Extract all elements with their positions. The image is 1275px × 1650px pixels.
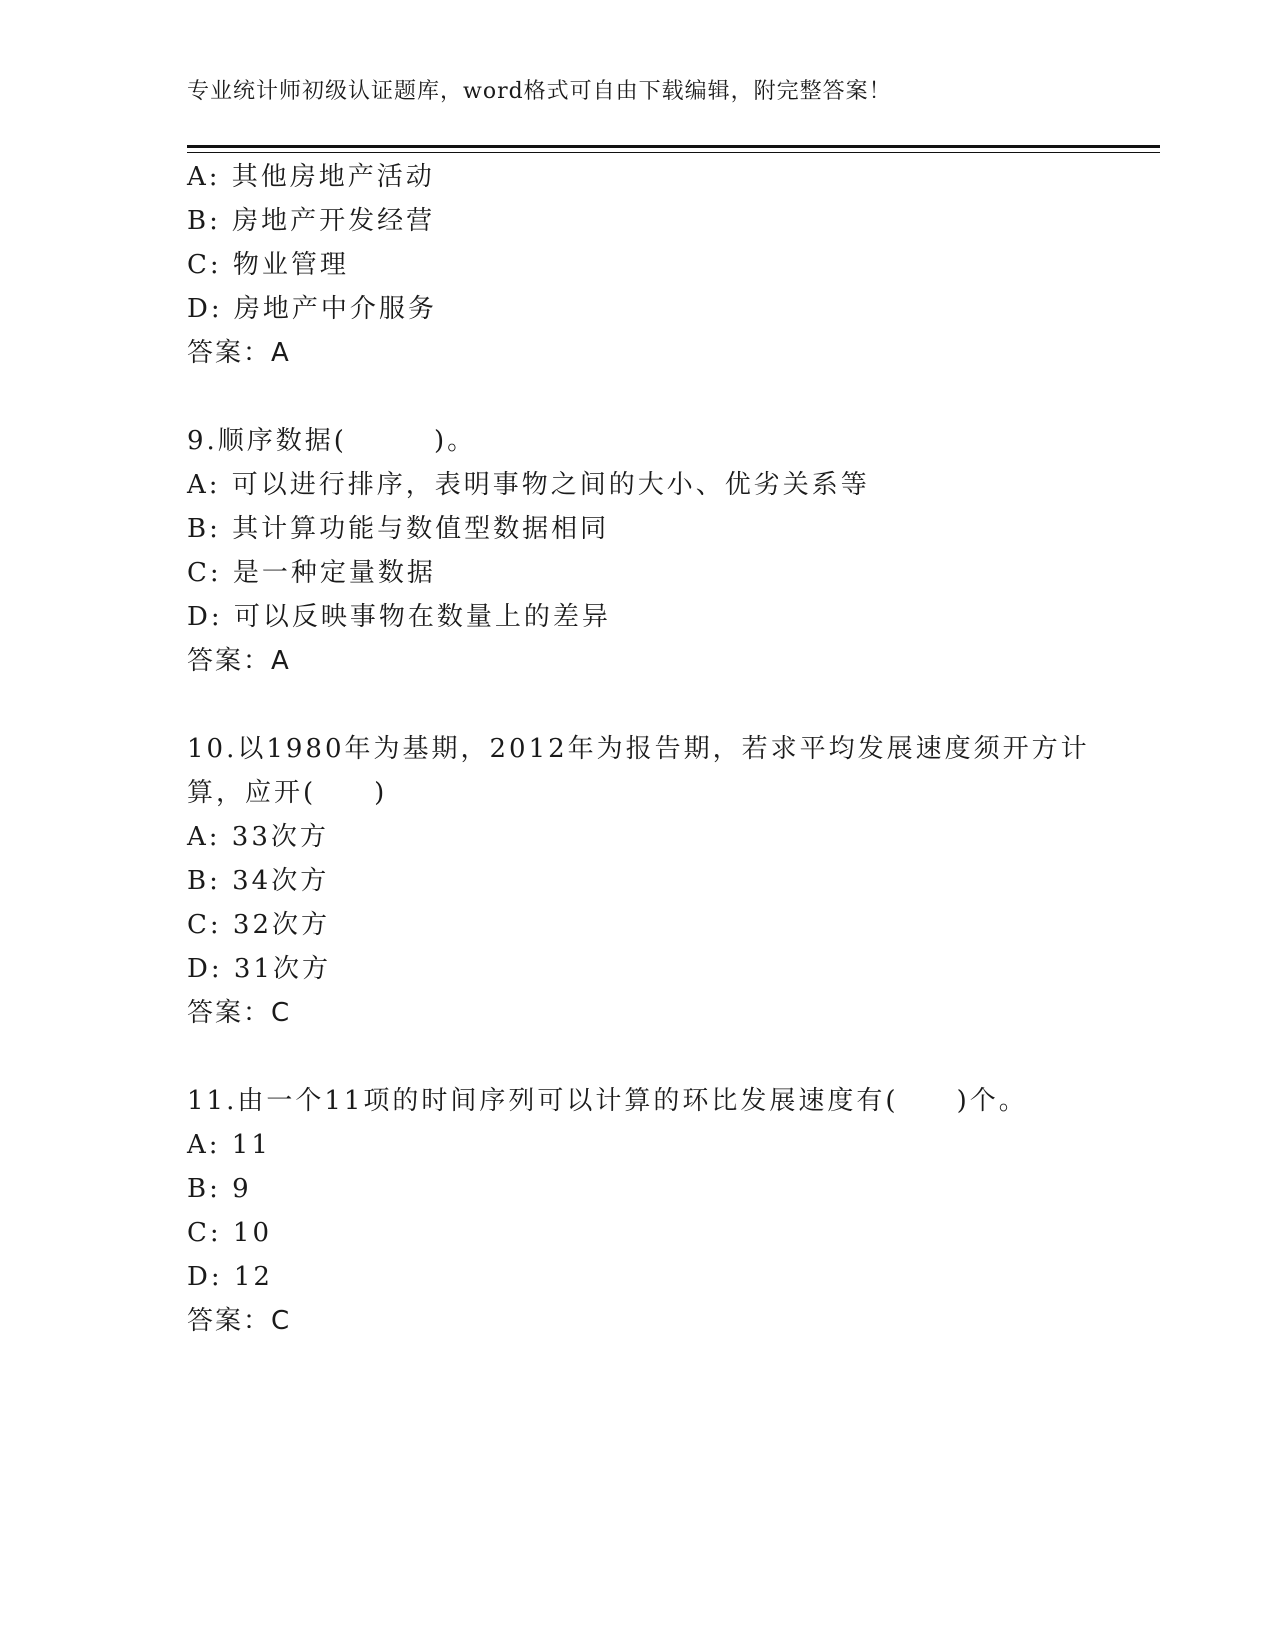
q8-option-b: B: 房地产开发经营 [187,206,436,236]
q11-answer: 答案：C [187,1306,292,1336]
page-header-title: 专业统计师初级认证题库，word格式可自由下载编辑，附完整答案！ [187,79,892,104]
q10-question-line1: 10.以1980年为基期，2012年为报告期，若求平均发展速度须开方计 [187,734,1090,764]
q10-option-b: B: 34次方 [187,866,330,896]
q8-option-a: A: 其他房地产活动 [187,162,435,192]
q9-option-b: B: 其计算功能与数值型数据相同 [187,514,610,544]
q8-option-c: C: 物业管理 [187,250,349,280]
q11-question: 11.由一个11项的时间序列可以计算的环比发展速度有( )个。 [187,1086,1028,1116]
header-divider [187,145,1160,153]
q10-option-c: C: 32次方 [187,910,331,940]
q9-option-d: D: 可以反映事物在数量上的差异 [187,602,611,632]
q8-option-d: D: 房地产中介服务 [187,294,437,324]
q10-answer: 答案：C [187,998,292,1028]
q9-answer: 答案：A [187,646,291,676]
q9-question: 9.顺序数据( )。 [187,426,477,456]
q11-option-b: B: 9 [187,1174,252,1204]
q11-option-c: C: 10 [187,1218,273,1248]
q11-option-d: D: 12 [187,1262,273,1292]
q10-option-a: A: 33次方 [187,822,329,852]
q8-answer: 答案：A [187,338,291,368]
q10-question-line2: 算，应开( ) [187,778,388,808]
q10-option-d: D: 31次方 [187,954,331,984]
q9-option-c: C: 是一种定量数据 [187,558,436,588]
q11-option-a: A: 11 [187,1130,271,1160]
q9-option-a: A: 可以进行排序，表明事物之间的大小、优劣关系等 [187,470,870,500]
